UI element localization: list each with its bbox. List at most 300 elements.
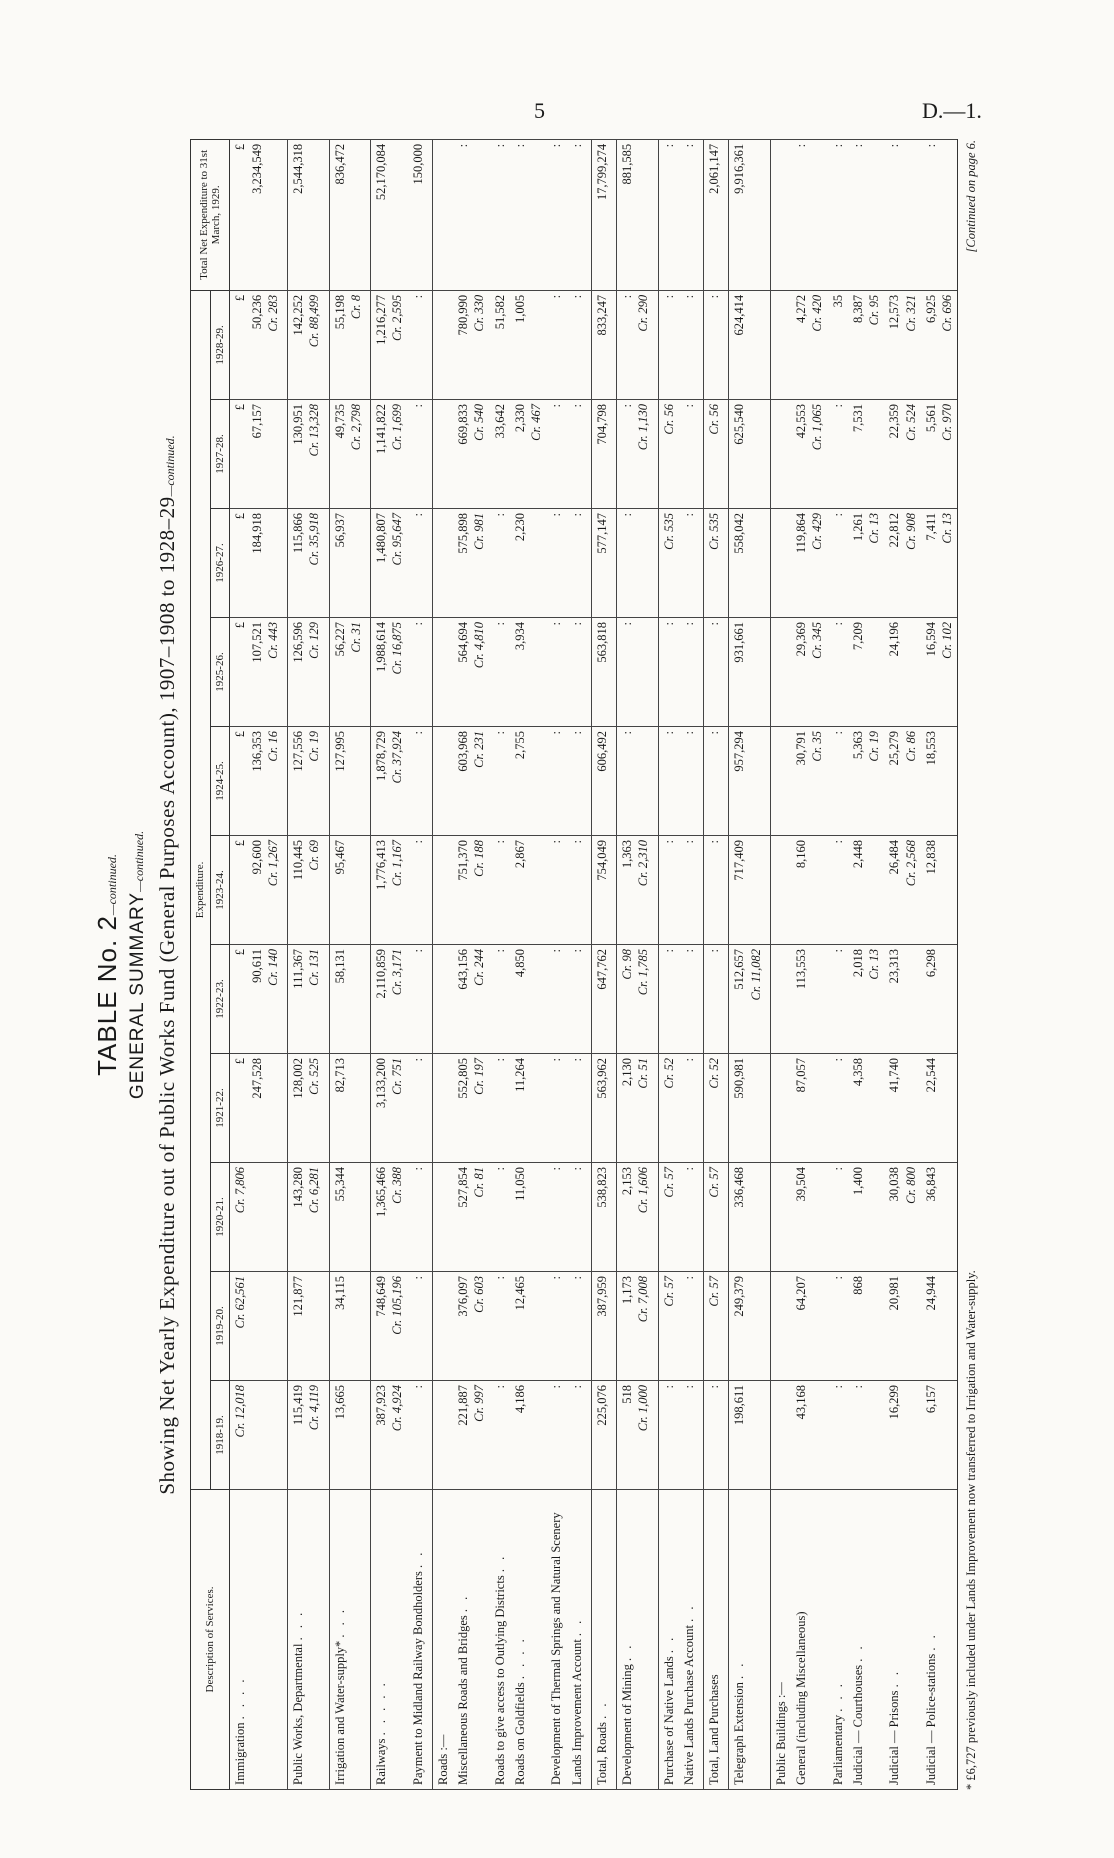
table-title: TABLE No. 2—continued. <box>92 854 122 1076</box>
year-value-cell <box>591 1272 616 1381</box>
table-row <box>617 139 659 1789</box>
year-value-cell <box>567 290 592 399</box>
table-row <box>770 139 791 1789</box>
year-value-cell <box>288 945 330 1054</box>
value: 518 <box>620 1385 635 1404</box>
value: : <box>569 1276 584 1280</box>
table-row <box>546 139 566 1789</box>
value: : <box>492 622 507 626</box>
year-value-cell <box>828 1163 848 1272</box>
value: : <box>707 840 722 844</box>
year-value-cell <box>288 1163 330 1272</box>
year-value-cell <box>546 945 566 1054</box>
year-value-cell <box>679 1272 704 1381</box>
credit-value: Cr. 696 <box>940 294 955 332</box>
year-value-cell <box>658 1163 679 1272</box>
year-value-cell <box>770 945 791 1054</box>
value: 6,157 <box>923 1385 938 1414</box>
year-value-cell <box>729 509 771 618</box>
value: 11,050 <box>512 1167 527 1201</box>
value: : <box>850 1385 865 1389</box>
year-value-cell <box>729 290 771 399</box>
year-value-cell <box>230 727 288 836</box>
year-value-cell <box>679 727 704 836</box>
year-header: 1920-21. <box>210 1163 230 1272</box>
table-row <box>288 139 330 1789</box>
year-value-cell <box>921 400 958 509</box>
year-value-cell <box>770 290 791 399</box>
year-value-cell <box>230 945 288 1054</box>
total-value-cell <box>791 139 828 290</box>
credit-value: Cr. 3,171 <box>390 949 405 996</box>
year-value-cell <box>921 1381 958 1490</box>
value: 7,209 <box>850 622 865 651</box>
value: Cr. 57 <box>661 1167 676 1198</box>
value: 126,596 <box>291 622 306 663</box>
year-value-cell <box>567 1272 592 1381</box>
value: 127,995 <box>332 731 347 772</box>
value: : <box>569 840 584 844</box>
value: : <box>549 294 564 299</box>
year-header: 1926-27. <box>210 509 230 618</box>
year-value-cell <box>329 400 371 509</box>
total-value-cell <box>704 139 729 290</box>
credit-value: Cr. 1,699 <box>390 404 405 451</box>
value: 55,198 <box>332 294 347 330</box>
year-value-cell <box>567 1163 592 1272</box>
value: Cr. 535 <box>707 513 722 550</box>
leader-dots: . . <box>456 1593 471 1613</box>
footnote: * £6,727 previously included under Lands Improvement now transferred to Irrigation and Water-supply. <box>964 1270 979 1790</box>
value: : <box>410 949 425 953</box>
value: 184,918 <box>249 513 264 554</box>
value: 20,981 <box>887 1276 902 1311</box>
value: 577,147 <box>594 513 609 554</box>
total-value: : <box>681 143 696 148</box>
row-label: Roads on Goldfields <box>512 1682 527 1785</box>
row-label: Native Lands Purchase Account <box>681 1624 696 1785</box>
year-value-cell <box>510 400 547 509</box>
row-label: Telegraph Extension <box>732 1682 747 1785</box>
value: 29,369 <box>794 622 809 657</box>
row-label: Railways <box>374 1738 389 1785</box>
value: 603,968 <box>456 731 471 772</box>
year-value-cell <box>591 618 616 727</box>
value: 780,990 <box>456 294 471 336</box>
value: 6,925 <box>923 294 938 323</box>
value: 538,823 <box>594 1167 609 1208</box>
year-value-cell <box>230 618 288 727</box>
year-value-cell <box>658 1272 679 1381</box>
table-row <box>510 139 547 1789</box>
year-value-cell <box>828 945 848 1054</box>
year-value-cell <box>828 400 848 509</box>
value: : <box>830 1385 845 1389</box>
value: 249,379 <box>732 1276 747 1317</box>
total-value: : <box>830 143 845 148</box>
value: 16,594 <box>923 622 938 657</box>
year-header: 1925-26. <box>210 618 230 727</box>
year-value-cell <box>884 727 921 836</box>
continued-note: [Continued on page 6. <box>964 140 979 253</box>
year-value-cell <box>432 1381 453 1490</box>
value: 24,944 <box>923 1276 938 1311</box>
year-value-cell <box>510 1054 547 1163</box>
value: : <box>707 1385 722 1389</box>
year-value-cell <box>658 290 679 399</box>
year-value-cell <box>828 618 848 727</box>
year-value-cell <box>884 836 921 945</box>
year-value-cell <box>453 945 490 1054</box>
value: 3,133,200 <box>374 1058 389 1108</box>
year-value-cell <box>921 836 958 945</box>
value: 41,740 <box>887 1058 902 1093</box>
value: : <box>410 622 425 626</box>
value: : <box>661 840 676 844</box>
value: 11,264 <box>512 1058 527 1092</box>
expenditure-header: Expenditure. <box>191 290 211 1489</box>
year-value-cell <box>921 618 958 727</box>
value: 1,878,729 <box>374 731 389 781</box>
year-value-cell <box>848 727 885 836</box>
year-value-cell <box>546 618 566 727</box>
value: 225,076 <box>594 1385 609 1426</box>
year-value-cell <box>848 400 885 509</box>
total-value-cell <box>848 139 885 290</box>
value: 24,196 <box>887 622 902 657</box>
year-value-cell <box>490 618 510 727</box>
value: : <box>549 1385 564 1389</box>
currency-mark: £ <box>233 731 248 738</box>
year-value-cell <box>546 1272 566 1381</box>
page-number: 5 <box>534 98 545 123</box>
credit-value: Cr. 4,119 <box>307 1385 322 1431</box>
value: : <box>681 840 696 844</box>
year-value-cell <box>329 1163 371 1272</box>
value: : <box>661 622 676 626</box>
value: : <box>410 1058 425 1062</box>
value: 527,854 <box>456 1167 471 1208</box>
year-value-cell <box>704 400 729 509</box>
credit-value: Cr. 35 <box>810 731 825 762</box>
year-value-cell <box>490 509 510 618</box>
year-value-cell <box>617 1163 659 1272</box>
total-value-cell <box>591 139 616 290</box>
year-value-cell <box>658 1054 679 1163</box>
total-value: : <box>887 143 902 148</box>
year-value-cell <box>453 509 490 618</box>
year-value-cell <box>729 1381 771 1490</box>
total-value-cell <box>510 139 547 290</box>
value: : <box>661 731 676 735</box>
credit-value: Cr. 69 <box>307 840 322 871</box>
year-value-cell <box>432 618 453 727</box>
leader-dots: . . <box>923 1632 938 1651</box>
row-label: Total, Land Purchases <box>707 1674 722 1785</box>
value: : <box>549 622 564 626</box>
value: : <box>492 1276 507 1280</box>
year-value-cell <box>567 836 592 945</box>
expenditure-table <box>190 139 958 1790</box>
year-value-cell <box>329 727 371 836</box>
credit-value: Cr. 345 <box>810 622 825 659</box>
credit-value: Cr. 1,130 <box>636 404 651 451</box>
year-value-cell <box>828 727 848 836</box>
year-value-cell <box>848 1163 885 1272</box>
currency-mark: £ <box>233 949 248 956</box>
value: 957,294 <box>732 731 747 772</box>
value: : <box>492 1058 507 1062</box>
value: 58,131 <box>332 949 347 984</box>
value: : <box>620 404 635 408</box>
row-label: Total, Roads <box>594 1721 609 1785</box>
value: : <box>620 513 635 517</box>
year-value-cell <box>617 1381 659 1490</box>
year-value-cell <box>490 290 510 399</box>
year-header: 1927-28. <box>210 400 230 509</box>
year-value-cell <box>510 727 547 836</box>
value: : <box>707 731 722 735</box>
row-description <box>288 1490 330 1790</box>
value: 30,791 <box>794 731 809 766</box>
leader-dots: . . <box>887 1669 902 1688</box>
year-value-cell <box>371 400 408 509</box>
year-value-cell <box>546 509 566 618</box>
value: 4,850 <box>512 949 527 978</box>
year-value-cell <box>230 509 288 618</box>
year-value-cell <box>490 1163 510 1272</box>
value: : <box>681 404 696 408</box>
year-value-cell <box>729 727 771 836</box>
year-value-cell <box>617 290 659 399</box>
row-description <box>546 1490 566 1790</box>
credit-value: Cr. 1,606 <box>636 1167 651 1214</box>
year-value-cell <box>770 727 791 836</box>
row-label: Judicial — Prisons <box>887 1690 902 1785</box>
year-value-cell <box>591 1163 616 1272</box>
year-value-cell <box>770 618 791 727</box>
value: : <box>549 1167 564 1171</box>
value: 12,465 <box>512 1276 527 1311</box>
year-value-cell <box>791 1163 828 1272</box>
year-value-cell <box>490 400 510 509</box>
year-value-cell <box>288 727 330 836</box>
year-value-cell <box>288 400 330 509</box>
value: 95,467 <box>332 840 347 875</box>
total-value: 150,000 <box>410 143 425 185</box>
credit-value: Cr. 290 <box>636 294 651 332</box>
year-value-cell <box>617 945 659 1054</box>
row-description <box>791 1490 828 1790</box>
year-value-cell <box>658 400 679 509</box>
year-value-cell <box>921 509 958 618</box>
value: : <box>830 513 845 517</box>
year-value-cell <box>371 618 408 727</box>
value: 8,387 <box>850 294 865 323</box>
credit-value: Cr. 467 <box>529 404 544 441</box>
row-label: Miscellaneous Roads and Bridges <box>456 1615 471 1785</box>
year-value-cell <box>329 509 371 618</box>
year-value-cell <box>884 618 921 727</box>
value: 552,805 <box>456 1058 471 1099</box>
value: : <box>681 513 696 517</box>
year-header: 1922-23. <box>210 945 230 1054</box>
year-value-cell <box>546 727 566 836</box>
value: : <box>830 404 845 408</box>
year-value-cell <box>329 1054 371 1163</box>
total-value-cell <box>884 139 921 290</box>
year-value-cell <box>432 836 453 945</box>
table-row <box>230 139 288 1789</box>
row-description <box>230 1490 288 1790</box>
year-value-cell <box>230 1163 288 1272</box>
row-description <box>828 1490 848 1790</box>
year-value-cell <box>704 1054 729 1163</box>
value: : <box>410 1167 425 1171</box>
total-value: 3,234,549 <box>249 143 264 194</box>
value: 563,962 <box>594 1058 609 1099</box>
year-value-cell <box>729 1272 771 1381</box>
row-description <box>591 1490 616 1790</box>
credit-value: Cr. 321 <box>903 294 918 332</box>
year-value-cell <box>921 727 958 836</box>
row-label: Parliamentary <box>830 1714 845 1785</box>
year-value-cell <box>432 1272 453 1381</box>
year-value-cell <box>408 1163 433 1272</box>
credit-value: Cr. 525 <box>307 1058 322 1095</box>
value: : <box>707 949 722 953</box>
year-value-cell <box>679 945 704 1054</box>
value: 33,642 <box>492 404 507 439</box>
year-value-cell <box>770 1381 791 1490</box>
year-value-cell <box>408 727 433 836</box>
value: 12,573 <box>887 294 902 330</box>
value: : <box>492 1167 507 1171</box>
year-value-cell <box>848 1054 885 1163</box>
value: 22,812 <box>887 513 902 548</box>
credit-value: Cr. 13 <box>867 513 882 544</box>
value: : <box>830 949 845 953</box>
value: 198,611 <box>732 1385 747 1426</box>
leader-dots: . . <box>492 1553 507 1573</box>
credit-value: Cr. 19 <box>867 731 882 762</box>
year-value-cell <box>704 1163 729 1272</box>
year-value-cell <box>329 290 371 399</box>
year-value-cell <box>230 836 288 945</box>
value: 5,561 <box>923 404 938 433</box>
total-value-cell <box>432 139 453 290</box>
total-header: Total Net Expenditure to 31st March, 1929. <box>191 139 230 290</box>
year-value-cell <box>770 1272 791 1381</box>
credit-value: Cr. 102 <box>940 622 955 659</box>
year-value-cell <box>791 618 828 727</box>
year-value-cell <box>884 1272 921 1381</box>
value: Cr. 62,561 <box>233 1276 248 1329</box>
year-header: 1919-20. <box>210 1272 230 1381</box>
value: 4,358 <box>850 1058 865 1087</box>
value: 115,419 <box>291 1385 306 1426</box>
year-value-cell <box>921 945 958 1054</box>
year-value-cell <box>617 836 659 945</box>
credit-value: Cr. 6,281 <box>307 1167 322 1214</box>
row-description <box>490 1490 510 1790</box>
leader-dots: . . . <box>291 1609 306 1641</box>
year-value-cell <box>288 836 330 945</box>
year-value-cell <box>617 1054 659 1163</box>
year-value-cell <box>848 509 885 618</box>
credit-value: Cr. 16,875 <box>390 622 405 675</box>
year-value-cell <box>679 509 704 618</box>
credit-value: Cr. 88,499 <box>307 294 322 348</box>
year-value-cell <box>591 1381 616 1490</box>
table-body <box>230 139 958 1789</box>
value: 1,005 <box>512 294 527 323</box>
value: 1,400 <box>850 1167 865 1196</box>
value: 13,665 <box>332 1385 347 1420</box>
year-value-cell <box>453 1163 490 1272</box>
year-value-cell <box>658 509 679 618</box>
value: : <box>410 513 425 517</box>
year-value-cell <box>329 836 371 945</box>
value: 387,959 <box>594 1276 609 1317</box>
credit-value: Cr. 8 <box>348 294 363 320</box>
value: Cr. 56 <box>707 404 722 435</box>
value: 107,521 <box>249 622 264 663</box>
total-value: : <box>492 143 507 148</box>
value: : <box>707 294 722 299</box>
year-value-cell <box>288 618 330 727</box>
value: : <box>569 294 584 299</box>
value: Cr. 52 <box>661 1058 676 1089</box>
row-label: Public Works, Departmental <box>291 1643 306 1785</box>
total-value-cell <box>453 139 490 290</box>
credit-value: Cr. 1,065 <box>810 404 825 451</box>
year-value-cell <box>729 400 771 509</box>
year-value-cell <box>288 1054 330 1163</box>
year-value-cell <box>453 727 490 836</box>
value: : <box>620 622 635 626</box>
year-value-cell <box>408 509 433 618</box>
year-value-cell <box>408 1381 433 1490</box>
value: : <box>569 949 584 953</box>
year-value-cell <box>884 1163 921 1272</box>
year-value-cell <box>770 836 791 945</box>
value: : <box>681 731 696 735</box>
table-row <box>704 139 729 1789</box>
year-value-cell <box>679 836 704 945</box>
value: 1,261 <box>850 513 865 542</box>
credit-value: Cr. 37,924 <box>390 731 405 784</box>
year-value-cell <box>770 400 791 509</box>
credit-value: Cr. 51 <box>636 1058 651 1089</box>
year-value-cell <box>288 1381 330 1490</box>
row-description <box>679 1490 704 1790</box>
row-label: Public Buildings :— <box>773 1682 788 1785</box>
credit-value: Cr. 7,008 <box>636 1276 651 1323</box>
value: : <box>830 840 845 844</box>
value: 110,445 <box>291 840 306 881</box>
total-value-cell <box>679 139 704 290</box>
year-value-cell <box>432 509 453 618</box>
value: 143,280 <box>291 1167 306 1208</box>
value: 606,492 <box>594 731 609 772</box>
row-label: Purchase of Native Lands <box>661 1656 676 1785</box>
value: : <box>569 731 584 735</box>
year-value-cell <box>591 836 616 945</box>
table-row <box>591 139 616 1789</box>
value: 564,694 <box>456 622 471 663</box>
value: 833,247 <box>594 294 609 336</box>
